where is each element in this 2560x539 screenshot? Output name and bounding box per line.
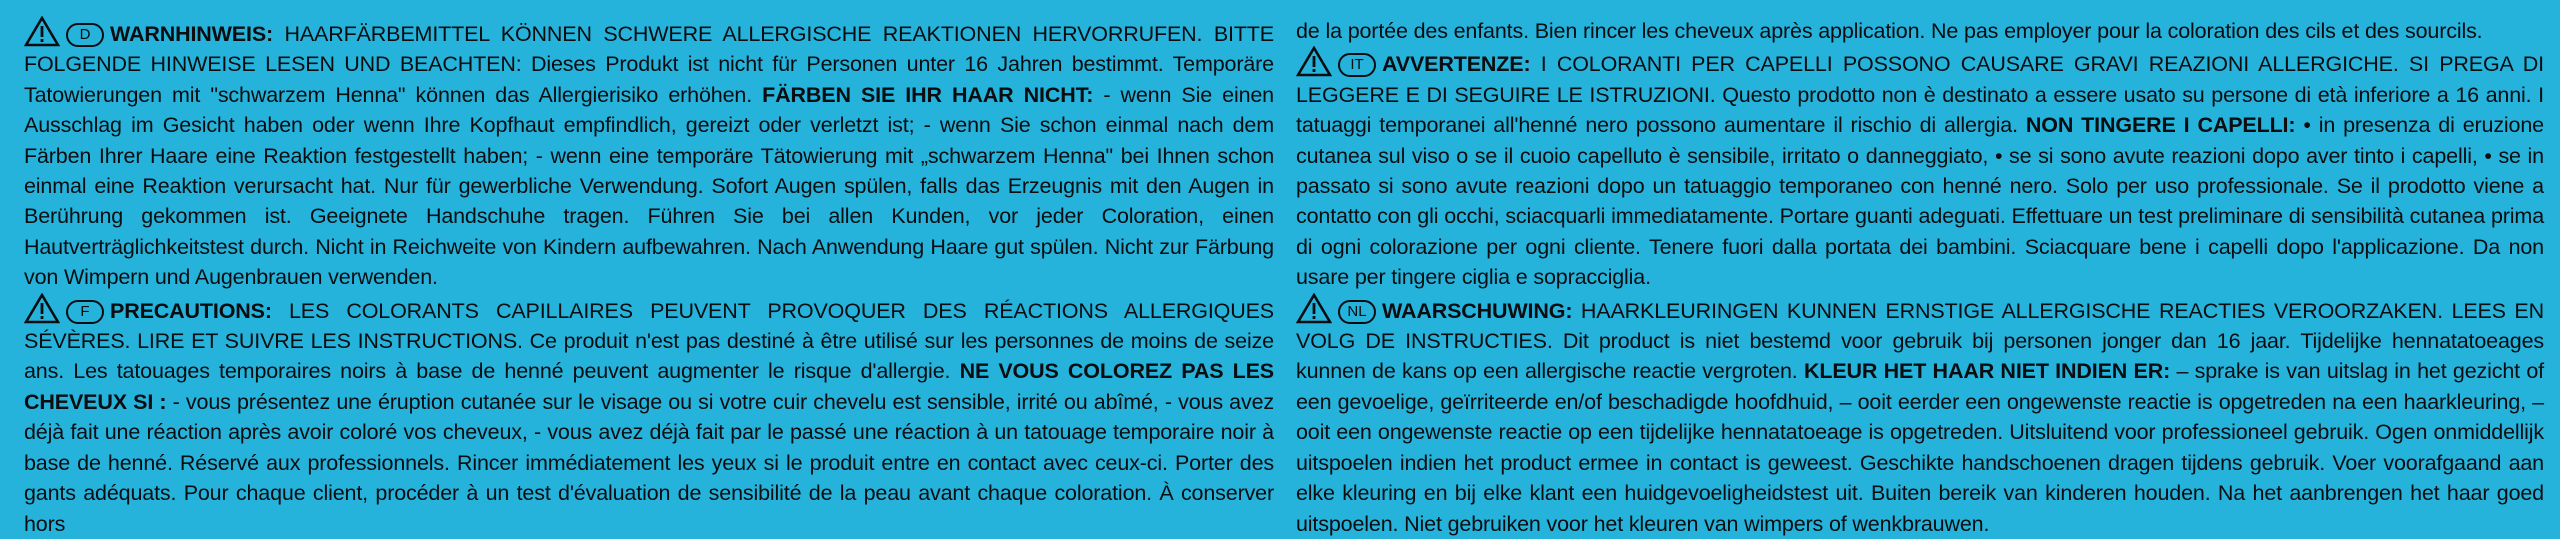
warning-it xyxy=(1296,46,2544,292)
warning-body: - vous présentez une éruption cutanée sur le visage ou si votre cuir chevelu est sensible, irrité ou abîmé, - vous avez déjà fait une réaction après avoir coloré vos cheveux, - vous avez déjà fait par le passé une réaction à un tatouage temporaire noir à base de henné. Réservé aux professionnels. Rincer immédiatement les yeux si le produit entre en contact avec ceux-ci. Porter des gants adéquats. Pour chaque client, procéder à un test d'évaluation de sensibilité de la peau avant chaque coloration. À conserver hors xyxy=(24,389,1274,536)
warning-de xyxy=(24,16,1274,293)
warning-body: • in presenza di eruzione cutanea sul viso o se il cuoio capelluto è sensibile, irritato o danneggiato, • se si sono avute reazioni dopo aver tinto i capelli, • se in passato si sono avute reazioni dopo un tatuaggio temporaneo con henné nero. Solo per uso professionale. Se il prodotto viene a contatto con gli occhi, sciacquarli immediatamente. Portare guanti adeguati. Effettuare un test preliminare di sensibilità cutanea prima di ogni colorazione per ogni cliente. Tenere fuori dalla portata dei bambini. Sciacquare bene i capelli dopo l'applicazione. Da non usare per tingere ciglia e sopracciglia. xyxy=(1296,113,2544,290)
warning-title: WARNHINWEIS: xyxy=(110,22,274,46)
language-code-badge: IT xyxy=(1338,53,1376,77)
warning-triangle-icon xyxy=(24,293,60,324)
warning-bold-instruction: NE VOUS COLOREZ PAS LES CHEVEUX SI : xyxy=(24,359,1274,414)
warning-bold-instruction: KLEUR HET HAAR NIET INDIEN ER: xyxy=(1803,359,2171,384)
warning-body: - wenn Sie einen Ausschlag im Gesicht haben oder wenn Ihre Kopfhaut empfindlich, gereizt oder verletzt ist; - wenn Sie schon einmal nach dem Färben Ihrer Haare eine Reaktion festgestellt haben; - wenn eine temporäre Tätowierung mit „schwarzem Henna" bei Ihnen schon einmal eine Reaktion verursacht hat. Nur für gewerbliche Verwendung. Sofort Augen spülen, falls das Erzeugnis mit den Augen in Berührung gekommen ist. Geeignete Handschuhe tragen. Führen Sie bei allen Kunden, vor jeder Coloration, einen Hautverträglichkeitstest durch. Nicht in Reichweite von Kindern aufbewahren. Nach Anwendung Haare gut spülen. Nicht zur Färbung von Wimpern und Augenbrauen verwenden. xyxy=(24,82,1274,290)
warning-fr xyxy=(24,293,1274,539)
right-column xyxy=(1296,16,2544,539)
warning-nl xyxy=(1296,293,2544,539)
warning-bold-instruction: NON TINGERE I CAPELLI: xyxy=(2025,113,2296,138)
language-code-badge: F xyxy=(66,300,104,324)
warning-title: PRECAUTIONS: xyxy=(110,298,272,323)
language-code-badge: NL xyxy=(1338,300,1376,324)
warning-intro: I COLORANTI PER CAPELLI POSSONO CAUSARE GRAVI REAZIONI ALLERGICHE. SI PREGA DI LEGGERE E DI SEGUIRE LE ISTRUZIONI. Questo prodotto non è destinato a essere usato su persone di età inferiore a 16 anni. I tatuaggi temporanei all'henné nero possono aumentare il rischio di allergia. xyxy=(1296,52,2544,138)
warning-triangle-icon xyxy=(24,16,60,47)
warning-bold-instruction: FÄRBEN SIE IHR HAAR NICHT: xyxy=(762,82,1094,107)
warning-intro: HAARFÄRBEMITTEL KÖNNEN SCHWERE ALLERGISCHE REAKTIONEN HERVORRUFEN. BITTE FOLGENDE HINWEISE LESEN UND BEACHTEN: Dieses Produkt ist nicht für Personen unter 16 Jahren bestimmt. Temporäre Tatowierungen mit "schwarzem Henna" können das Allergierisiko erhöhen. xyxy=(24,22,1274,107)
left-column xyxy=(24,16,1274,539)
warning-title: WAARSCHUWING: xyxy=(1382,298,1573,323)
warning-intro: LES COLORANTS CAPILLAIRES PEUVENT PROVOQUER DES RÉACTIONS ALLERGIQUES SÉVÈRES. LIRE ET SUIVRE LES INSTRUCTIONS. Ce produit n'est pas destiné à être utilisé sur les personnes de moins de seize ans. Les tatouages temporaires noirs à base de henné peuvent augmenter le risque d'allergie. xyxy=(24,298,1274,384)
warning-title: AVVERTENZE: xyxy=(1382,52,1531,77)
warning-intro: HAARKLEURINGEN KUNNEN ERNSTIGE ALLERGISCHE REACTIES VEROORZAKEN. LEES EN VOLG DE INSTRUCTIES. Dit product is niet bestemd voor gebruik bij personen jonger dan 16 jaar. Tijdelijke hennatatoeages kunnen de kans op een allergische reactie vergroten. xyxy=(1296,298,2544,384)
warning-triangle-icon xyxy=(1296,46,1332,77)
warning-fr-continued: de la portée des enfants. Bien rincer les cheveux après application. Ne pas employer pour la coloration des cils et des sourcils. xyxy=(1296,19,2483,43)
language-code-badge: D xyxy=(66,23,104,47)
warning-body: – sprake is van uitslag in het gezicht of een gevoelige, geïrriteerde en/of beschadigde hoofdhuid, – ooit eerder een ongewenste reactie is opgetreden na een haarkleuring, – ooit een ongewenste reactie op een tijdelijke hennatatoeage is opgetreden. Uitsluitend voor professioneel gebruik. Ogen onmiddellijk uitspoelen indien het product ermee in contact is geweest. Geschikte handschoenen dragen tijdens gebruik. Voer voorafgaand aan elke kleuring en bij elke klant een huidgevoeligheidstest uit. Buiten bereik van kinderen houden. Na het aanbrengen het haar goed uitspoelen. Niet gebruiken voor het kleuren van wimpers of wenkbrauwen. xyxy=(1296,359,2544,536)
warning-triangle-icon xyxy=(1296,293,1332,324)
